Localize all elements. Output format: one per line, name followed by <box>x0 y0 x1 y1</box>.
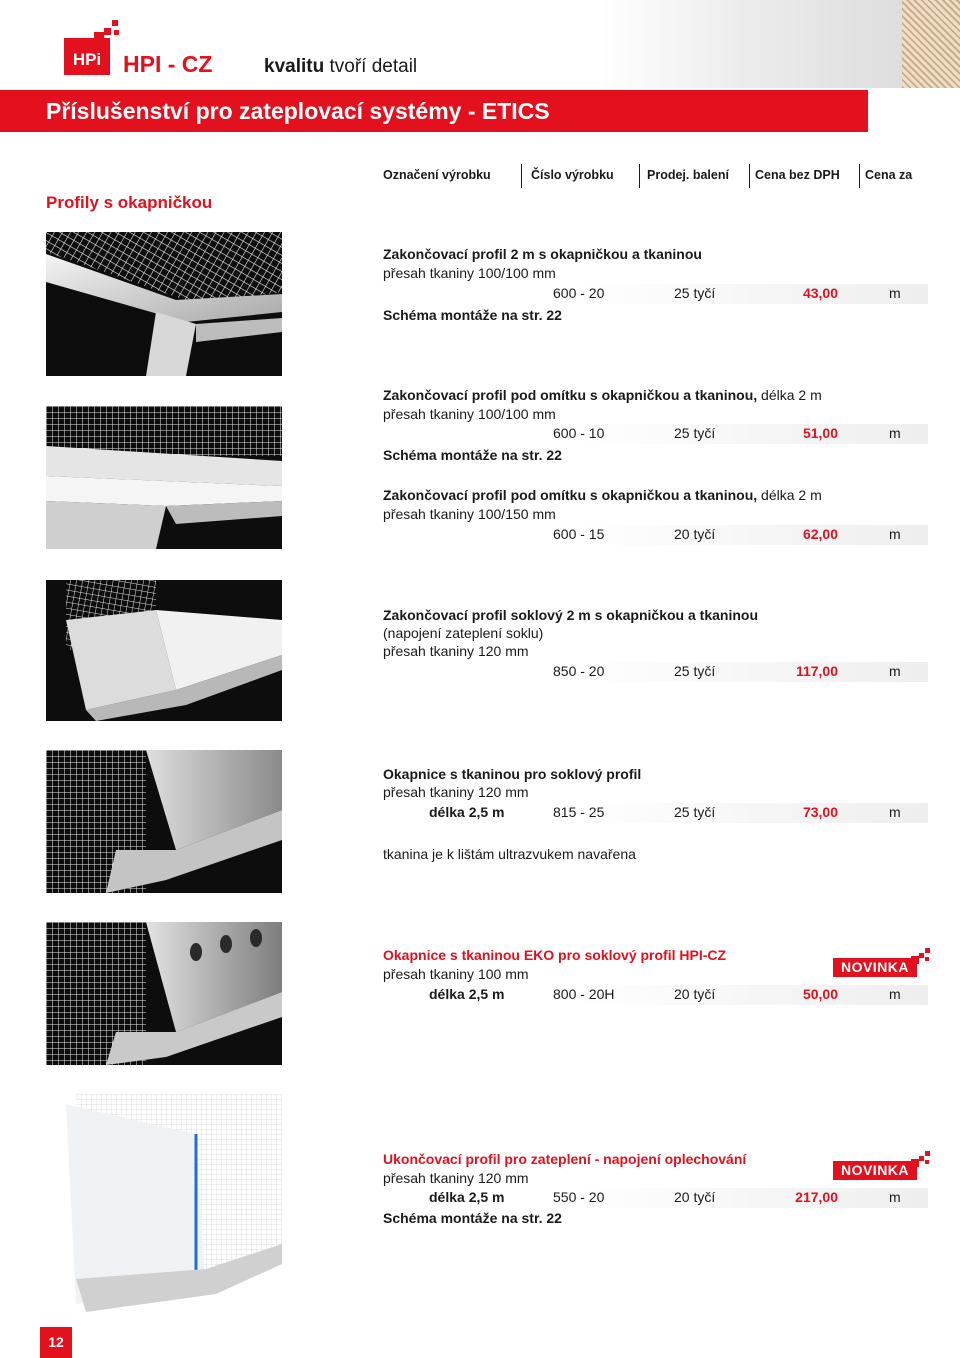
package-qty: 25 tyčí <box>674 285 716 301</box>
mounting-note: Schéma montáže na str. 22 <box>383 447 562 463</box>
section-title: Profily s okapničkou <box>46 193 213 212</box>
col-header-label: Označení výrobku <box>383 168 491 182</box>
product-image <box>46 750 282 893</box>
product-spec: přesah tkaniny 120 mm <box>383 1170 529 1186</box>
product-spec: přesah tkaniny 100/100 mm <box>383 265 556 281</box>
col-header-number: Číslo výrobku <box>531 168 614 182</box>
price-unit: m <box>889 663 901 679</box>
col-separator <box>859 164 860 188</box>
package-qty: 20 tyčí <box>674 986 716 1002</box>
price: 117,00 <box>795 663 838 679</box>
price-row <box>383 1188 928 1208</box>
price-row <box>383 803 928 823</box>
product-title: Zakončovací profil pod omítku s okapničkou a tkaninou, délka 2 m <box>383 487 822 503</box>
product-spec: přesah tkaniny 100/100 mm <box>383 406 556 422</box>
price: 51,00 <box>802 425 838 441</box>
price-unit: m <box>889 285 901 301</box>
product-title: Ukončovací profil pro zateplení - napojení oplechování <box>383 1151 747 1167</box>
product-length: délka 2,5 m <box>429 804 505 820</box>
badge-label: NOVINKA <box>833 958 917 977</box>
product-image <box>46 406 282 549</box>
price-row <box>383 284 928 304</box>
product-spec: přesah tkaniny 120 mm <box>383 643 529 659</box>
col-separator <box>639 164 640 188</box>
brand-name: HPI - CZ <box>123 51 213 77</box>
package-qty: 20 tyčí <box>674 526 716 542</box>
price: 62,00 <box>802 526 838 542</box>
price-row <box>383 525 928 545</box>
price-row <box>383 985 928 1005</box>
product-title: Zakončovací profil soklový 2 m s okapničkou a tkaninou <box>383 607 758 623</box>
product-code: 800 - 20H <box>553 986 615 1002</box>
price: 217,00 <box>795 1189 838 1205</box>
mounting-note: Schéma montáže na str. 22 <box>383 307 562 323</box>
price: 73,00 <box>802 804 838 820</box>
package-qty: 25 tyčí <box>674 663 716 679</box>
product-length: délka 2,5 m <box>429 986 505 1002</box>
mounting-note: Schéma montáže na str. 22 <box>383 1210 562 1226</box>
tagline-bold: kvalitu <box>264 56 325 77</box>
product-title: Zakončovací profil pod omítku s okapničkou a tkaninou, délka 2 m <box>383 387 822 403</box>
product-note: tkanina je k lištám ultrazvukem navařena <box>383 846 636 862</box>
badge-label: NOVINKA <box>833 1161 917 1180</box>
price: 50,00 <box>802 986 838 1002</box>
package-qty: 25 tyčí <box>674 804 716 820</box>
product-title: Zakončovací profil 2 m s okapničkou a tkaninou <box>383 246 702 262</box>
tagline-rest: tvoří detail <box>324 56 418 77</box>
price-unit: m <box>889 986 901 1002</box>
col-header-price: Cena bez DPH <box>755 168 840 182</box>
product-code: 550 - 20 <box>553 1189 605 1205</box>
package-qty: 20 tyčí <box>674 1189 716 1205</box>
tagline <box>264 56 417 78</box>
price-row <box>383 662 928 682</box>
col-separator <box>521 164 522 188</box>
price-unit: m <box>889 804 901 820</box>
product-code: 815 - 25 <box>553 804 605 820</box>
logo-text: HPi <box>72 50 102 69</box>
product-code: 600 - 15 <box>553 526 605 542</box>
novinka-badge <box>833 948 931 978</box>
price-unit: m <box>889 1189 901 1205</box>
mesh-decoration <box>902 0 960 88</box>
price-unit: m <box>889 526 901 542</box>
package-qty: 25 tyčí <box>674 425 716 441</box>
product-title: Okapnice s tkaninou pro soklový profil <box>383 766 642 782</box>
novinka-badge <box>833 1151 931 1181</box>
product-image <box>46 232 282 376</box>
product-title: Okapnice s tkaninou EKO pro soklový profil HPI-CZ <box>383 947 727 963</box>
product-code: 850 - 20 <box>553 663 605 679</box>
product-code: 600 - 20 <box>553 285 605 301</box>
price-unit: m <box>889 425 901 441</box>
product-code: 600 - 10 <box>553 425 605 441</box>
product-spec: přesah tkaniny 100/150 mm <box>383 506 556 522</box>
page-title-bar <box>0 90 868 132</box>
product-spec: přesah tkaniny 120 mm <box>383 784 529 800</box>
page-number: 12 <box>40 1327 72 1358</box>
price: 43,00 <box>802 285 838 301</box>
product-image <box>46 580 282 721</box>
product-length: délka 2,5 m <box>429 1189 505 1205</box>
price-row <box>383 424 928 444</box>
product-spec: přesah tkaniny 100 mm <box>383 966 529 982</box>
col-header-package: Prodej. balení <box>647 168 729 182</box>
product-spec: (napojení zateplení soklu) <box>383 625 544 641</box>
hpi-logo <box>64 20 124 75</box>
page-title: Příslušenství pro zateplovací systémy - ETICS <box>46 98 550 124</box>
product-image <box>46 1094 282 1312</box>
product-image <box>46 922 282 1065</box>
col-separator <box>749 164 750 188</box>
col-header-per: Cena za <box>865 168 913 182</box>
